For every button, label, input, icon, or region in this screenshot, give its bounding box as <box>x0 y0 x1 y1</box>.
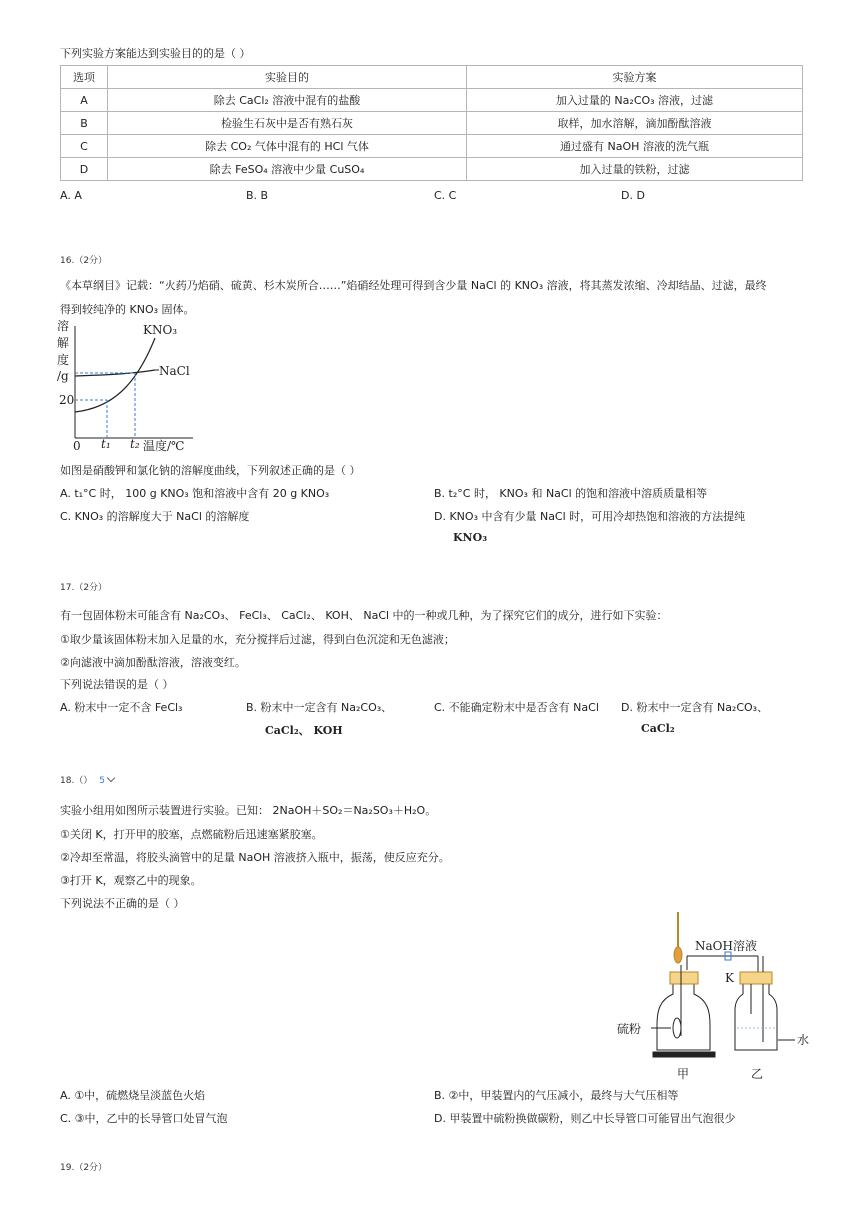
flask-jia <box>657 982 710 1050</box>
table-row <box>61 158 803 181</box>
y-axis-label-char: /g <box>57 369 69 383</box>
q17-step1: ①取少量该固体粉末加入足量的水，充分搅拌后过滤，得到白色沉淀和无色滤液； <box>60 633 455 646</box>
sulfur-label: 硫粉 <box>617 1022 642 1036</box>
option-d-continuation: CaCl₂ <box>641 722 675 735</box>
table-row <box>61 135 803 158</box>
table-header-row <box>61 66 803 89</box>
y-tick-20: 20 <box>59 393 75 407</box>
t2-label: t₂ <box>130 437 140 451</box>
yi-label: 乙 <box>751 1067 764 1081</box>
table-header-cell: 实验方案 <box>467 66 803 89</box>
table-cell: 除去 FeSO₄ 溶液中少量 CuSO₄ <box>108 158 467 181</box>
table-cell: 加入过量的 Na₂CO₃ 溶液，过滤 <box>467 89 803 112</box>
option-a[interactable]: A. 粉末中一定不含 FeCl₃ <box>60 701 183 714</box>
base-plate <box>653 1052 715 1057</box>
option-b[interactable]: B. 粉末中一定含有 Na₂CO₃、 <box>246 701 393 714</box>
table-cell: D <box>61 158 108 181</box>
water-label: 水 <box>797 1033 810 1047</box>
option-b[interactable]: B. B <box>246 189 269 202</box>
option-c[interactable]: C. KNO₃ 的溶解度大于 NaCl 的溶解度 <box>60 510 250 523</box>
table-header-cell: 实验目的 <box>108 66 467 89</box>
option-c[interactable]: C. C <box>434 189 457 202</box>
q18-step1: ①关闭 K，打开甲的胶塞，点燃硫粉后迅速塞紧胶塞。 <box>60 828 323 841</box>
q16-stem-line2: 得到较纯净的 KNO₃ 固体。 <box>60 303 195 316</box>
table-cell: 除去 CaCl₂ 溶液中混有的盐酸 <box>108 89 467 112</box>
option-b[interactable]: B. t₂°C 时， KNO₃ 和 NaCl 的饱和溶液中溶质质量相等 <box>434 487 708 500</box>
y-axis-label-char: 解 <box>57 336 70 350</box>
score-value: 5 <box>99 776 105 786</box>
kno3-curve-label: KNO₃ <box>143 323 178 337</box>
q17-number: 17.（2分） <box>60 583 108 593</box>
y-axis-label-char: 度 <box>57 353 70 367</box>
option-b[interactable]: B. ②中，甲装置内的气压减小，最终与大气压相等 <box>434 1089 679 1102</box>
option-c[interactable]: C. 不能确定粉末中是否含有 NaCl <box>434 701 599 714</box>
q18-step2: ②冷却至常温，将胶头滴管中的足量 NaOH 溶液挤入瓶中，振荡，使反应充分。 <box>60 851 450 864</box>
y-axis-label-char: 溶 <box>57 319 70 333</box>
table-cell: 通过盛有 NaOH 溶液的洗气瓶 <box>467 135 803 158</box>
q15-table <box>60 65 803 181</box>
q16-stem-line1: 《本草纲目》记载：“火药乃焰硝、硫黄、杉木炭所合……”焰硝经处理可得到含少量 NaCl 的 KNO₃ 溶液，将其蒸发浓缩、冷却结晶、过滤，最终 <box>60 279 767 292</box>
stopper-yi <box>740 972 772 984</box>
table-row <box>61 89 803 112</box>
table-cell: 检验生石灰中是否有熟石灰 <box>108 112 467 135</box>
apparatus-diagram <box>615 910 815 1085</box>
k-label: K <box>725 971 734 985</box>
score-dropdown[interactable] <box>99 776 114 786</box>
q16-question: 如图是硝酸钾和氯化钠的溶解度曲线，下列叙述正确的是（ ） <box>60 464 361 477</box>
q16-number: 16.（2分） <box>60 256 108 266</box>
q17-question: 下列说法错误的是（ ） <box>60 678 174 691</box>
q15-stem: 下列实验方案能达到实验目的的是（ ） <box>60 47 251 60</box>
option-a[interactable]: A. A <box>60 189 82 202</box>
spoon <box>673 1018 681 1038</box>
option-a[interactable]: A. ①中，硫燃烧呈淡蓝色火焰 <box>60 1089 206 1102</box>
table-cell: 取样，加水溶解，滴加酚酞溶液 <box>467 112 803 135</box>
table-cell: 加入过量的铁粉，过滤 <box>467 158 803 181</box>
q18-stem: 实验小组用如图所示装置进行实验。已知： 2NaOH＋SO₂＝Na₂SO₃＋H₂O。 <box>60 804 437 817</box>
table-cell: A <box>61 89 108 112</box>
q17-stem: 有一包固体粉末可能含有 Na₂CO₃、 FeCl₃、 CaCl₂、 KOH、 NaCl 中的一种或几种，为了探究它们的成分，进行如下实验： <box>60 609 668 622</box>
table-cell: B <box>61 112 108 135</box>
jia-label: 甲 <box>677 1067 690 1081</box>
q18-header <box>60 773 114 786</box>
table-header-cell: 选项 <box>61 66 108 89</box>
naoh-label: NaOH溶液 <box>695 939 757 953</box>
dropper-bulb <box>674 947 682 963</box>
option-a[interactable]: A. t₁°C 时， 100 g KNO₃ 饱和溶液中含有 20 g KNO₃ <box>60 487 330 500</box>
nacl-curve-label: NaCl <box>159 364 190 378</box>
q18-step3: ③打开 K，观察乙中的现象。 <box>60 874 202 887</box>
q17-step2: ②向滤液中滴加酚酞溶液，溶液变红。 <box>60 656 246 669</box>
bottle-yi <box>735 982 777 1050</box>
option-d[interactable]: D. 粉末中一定含有 Na₂CO₃、 <box>621 701 769 714</box>
option-c[interactable]: C. ③中，乙中的长导管口处冒气泡 <box>60 1112 228 1125</box>
origin-label: 0 <box>73 439 81 453</box>
chevron-down-icon <box>107 774 115 782</box>
option-d[interactable]: D. D <box>621 189 645 202</box>
solubility-graph <box>55 318 195 456</box>
t1-label: t₁ <box>101 437 111 451</box>
option-d-continuation: KNO₃ <box>453 531 488 544</box>
option-d[interactable]: D. KNO₃ 中含有少量 NaCl 时，可用冷却热饱和溶液的方法提纯 <box>434 510 746 523</box>
q18-question: 下列说法不正确的是（ ） <box>60 897 185 910</box>
stopper-jia <box>670 972 698 984</box>
x-axis-label: 温度/℃ <box>143 439 185 453</box>
q18-number: 18.（） <box>60 776 93 786</box>
q19-number: 19.（2分） <box>60 1163 108 1173</box>
table-row <box>61 112 803 135</box>
table-cell: C <box>61 135 108 158</box>
option-d[interactable]: D. 甲装置中硫粉换做碳粉，则乙中长导管口可能冒出气泡很少 <box>434 1112 736 1125</box>
table-cell: 除去 CO₂ 气体中混有的 HCl 气体 <box>108 135 467 158</box>
option-b-continuation: CaCl₂、 KOH <box>265 724 343 737</box>
